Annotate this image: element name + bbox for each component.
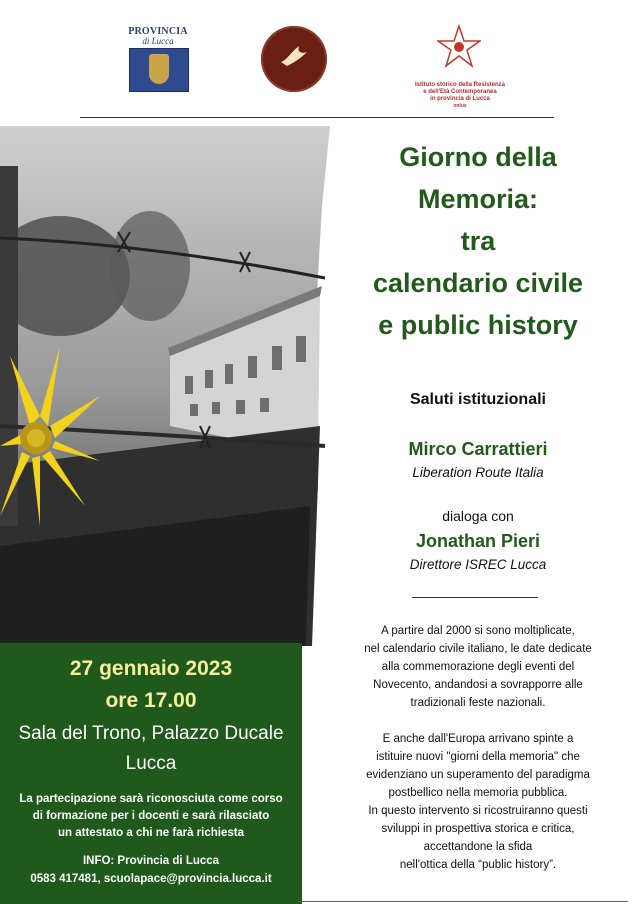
event-title [320,136,636,346]
title-line: Memoria: [417,184,539,214]
isrec-logo [405,24,515,120]
provincia-crest-icon [129,48,189,92]
note-line: di formazione per i docenti e sarà rilasciato [32,810,270,822]
provincia-logo-title: PROVINCIA [128,26,188,37]
provincia-lucca-logo [127,26,189,90]
speaker1-role: Liberation Route Italia [412,465,544,480]
event-date: 27 gennaio 2023 [69,657,233,680]
note-line: un attestato a chi ne farà richiesta [58,827,244,839]
description-line: accettandone la sfida [423,841,533,853]
description-line: A partire dal 2000 si sono moltiplicate, [381,625,575,637]
isrec-line-4: onlus [453,103,467,109]
event-time: ore 17.00 [105,689,197,712]
saluti-heading: Saluti istituzionali [409,391,546,408]
logo-header [0,0,636,118]
description-line: alla commemorazione degli eventi del [381,661,575,673]
section-divider [412,597,538,598]
description-text [320,622,636,874]
provincia-logo-subtitle: di Lucca [142,36,174,46]
contact-line[interactable]: 0583 417481, scuolapace@provincia.lucca.it [30,873,272,885]
description-line: postbellico nella memoria pubblica. [388,787,568,799]
description-line: nell'ottica della “public history”. [399,859,557,871]
isrec-line-3: in provincia di Lucca [430,96,490,102]
star-icon [437,24,481,68]
event-details-panel [0,643,302,904]
title-line: Giorno della [399,142,557,172]
speaker1-name: Mirco Carrattieri [408,439,548,459]
isrec-line-2: e dell'Età Contemporanea [423,89,497,95]
description-line: In questo intervento si ricostruiranno questi [368,805,588,817]
speaker2-role: Direttore ISREC Lucca [409,557,547,572]
description-line: E anche dall'Europa arrivano spinte a [382,733,574,745]
participation-note [0,791,302,842]
description-line: tradizionali feste nazionali. [410,697,546,709]
dove-icon [277,40,311,74]
isrec-line-1: Istituto storico della Resistenza [414,82,506,88]
dialoga-text: dialoga con [442,508,514,524]
note-line: La partecipazione sarà riconosciuta come corso [19,793,283,805]
header-divider [80,117,554,118]
event-venue: Sala del Trono, Palazzo Ducale [18,723,284,744]
footer-divider [298,901,628,902]
event-city: Lucca [125,753,177,774]
description-line: istituire nuovi "giorni della memoria" che [376,751,580,763]
description-line: evidenziano un superamento del paradigma [366,769,590,781]
description-line: sviluppi in prospettiva storica e critica, [381,823,575,835]
scuole-pace-logo [261,26,327,92]
barbed-wire-flower-photo [0,126,330,646]
title-line: calendario civile [372,268,584,298]
info-line: INFO: Provincia di Lucca [82,855,220,867]
speaker2-name: Jonathan Pieri [415,531,541,551]
description-line: Novecento, andandosi a sovrapporre alle [373,679,583,691]
title-line: e public history [378,310,578,340]
description-line: nel calendario civile italiano, le date dedicate [364,643,592,655]
title-line: tra [460,226,496,256]
